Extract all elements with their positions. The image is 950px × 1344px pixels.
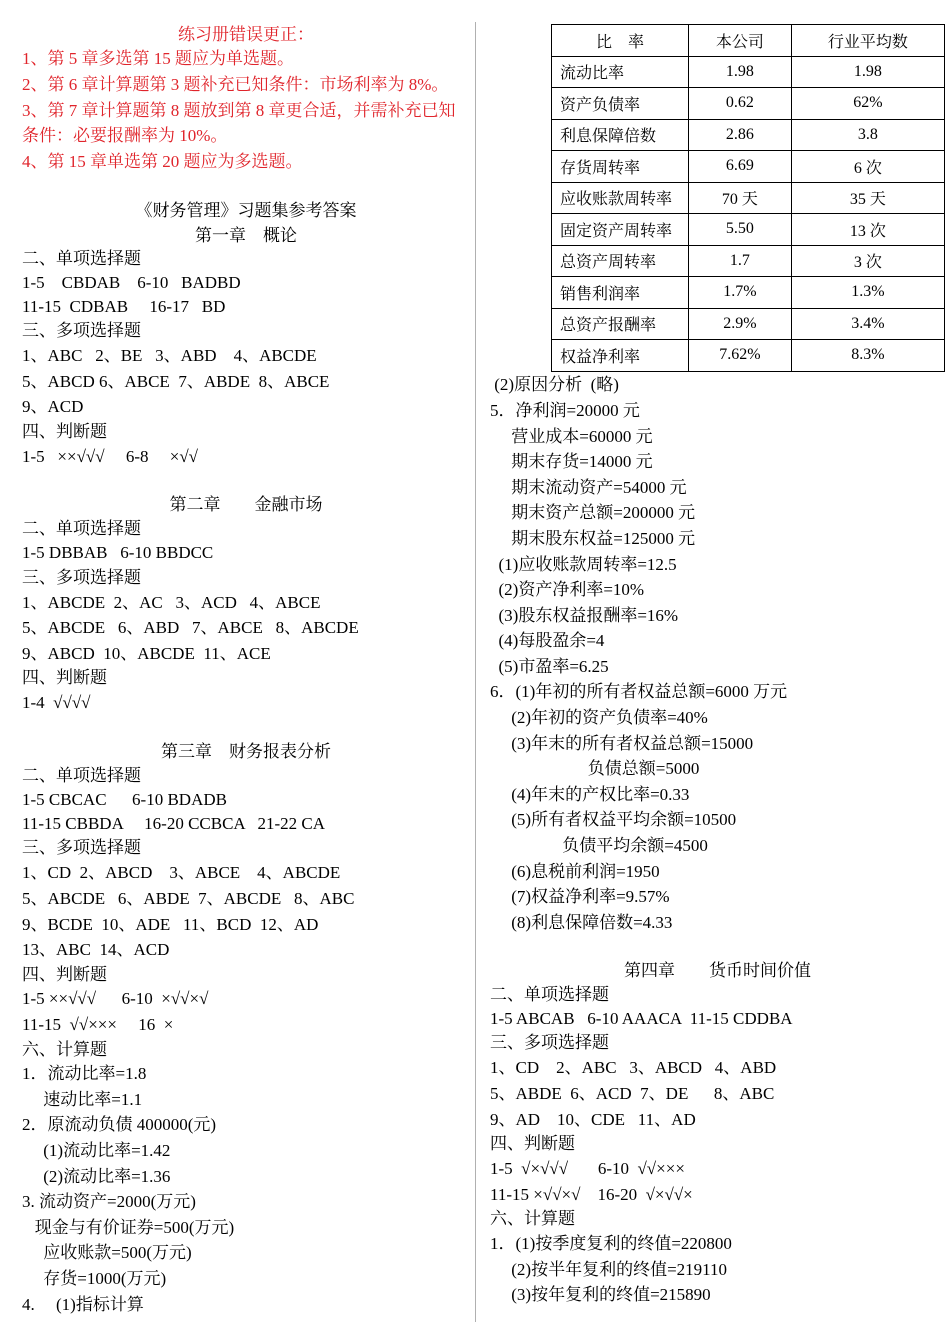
answer-line: 5．净利润=20000 元 <box>490 401 640 420</box>
answer-line: 1-5 ××√√√ 6-8 ×√√ <box>22 447 198 466</box>
answer-line: 营业成本=60000 元 <box>490 427 653 446</box>
cell-company-value: 6.69 <box>689 151 792 183</box>
document-title: 《财务管理》习题集参考答案 <box>135 201 357 220</box>
answer-line: 9、ACD <box>22 397 84 416</box>
cell-industry-value: 1.3% <box>791 277 944 309</box>
cell-company-value: 0.62 <box>689 88 792 120</box>
answer-line: 期末资产总额=200000 元 <box>490 503 696 522</box>
answer-line: 11-15 CDBAB 16-17 BD <box>22 297 226 316</box>
section-heading: 二、单项选择题 <box>490 985 609 1004</box>
table-row <box>552 214 945 246</box>
answer-line: (3)按年复利的终值=215890 <box>490 1285 711 1304</box>
answer-line: (3)股东权益报酬率=16% <box>490 606 679 625</box>
cell-company-value: 2.9% <box>689 308 792 340</box>
cell-company-value: 5.50 <box>689 214 792 246</box>
answer-line: 1．(1)按季度复利的终值=220800 <box>490 1234 732 1253</box>
section-heading: 三、多项选择题 <box>22 321 141 340</box>
cell-company-value: 7.62% <box>689 340 792 372</box>
answer-line: 5、ABCDE 6、ABDE 7、ABCDE 8、ABC <box>22 889 355 908</box>
answer-line: 9、BCDE 10、ADE 11、BCD 12、AD <box>22 915 319 934</box>
cell-ratio-name: 总资产周转率 <box>552 245 689 277</box>
table-row <box>552 119 945 151</box>
answer-line: 5、ABCD 6、ABCE 7、ABDE 8、ABCE <box>22 372 330 391</box>
errata-line: 条件：必要报酬率为 10%。 <box>22 126 228 145</box>
section-heading: 三、多项选择题 <box>22 838 141 857</box>
answer-line: (2)原因分析 (略) <box>490 375 619 394</box>
answer-line: 13、ABC 14、ACD <box>22 940 170 959</box>
ratio-table <box>551 24 945 372</box>
answer-line: 期末股东权益=125000 元 <box>490 529 696 548</box>
answer-line: 期末存货=14000 元 <box>490 452 653 471</box>
cell-industry-value: 1.98 <box>791 56 944 88</box>
table-header-row <box>552 25 945 57</box>
answer-line: 5、ABDE 6、ACD 7、DE 8、ABC <box>490 1084 775 1103</box>
table-row <box>552 182 945 214</box>
table-row <box>552 245 945 277</box>
cell-ratio-name: 权益净利率 <box>552 340 689 372</box>
header-industry-average: 行业平均数 <box>791 25 944 57</box>
section-heading: 三、多项选择题 <box>22 568 141 587</box>
errata-title: 练习册错误更正： <box>178 25 314 44</box>
cell-ratio-name: 利息保障倍数 <box>552 119 689 151</box>
answer-line: 9、ABCD 10、ABCDE 11、ACE <box>22 644 271 663</box>
cell-industry-value: 3.8 <box>791 119 944 151</box>
answer-line: (4)年末的产权比率=0.33 <box>490 785 690 804</box>
cell-company-value: 2.86 <box>689 119 792 151</box>
header-company: 本公司 <box>689 25 792 57</box>
answer-line: 存货=1000(万元) <box>22 1269 167 1288</box>
answer-line: 1．流动比率=1.8 <box>22 1064 147 1083</box>
section-heading: 四、判断题 <box>22 965 107 984</box>
table-row <box>552 308 945 340</box>
answer-line: 应收账款=500(万元) <box>22 1243 192 1262</box>
table-row <box>552 88 945 120</box>
section-heading: 四、判断题 <box>22 422 107 441</box>
section-heading: 二、单项选择题 <box>22 249 141 268</box>
answer-line: 1、CD 2、ABCD 3、ABCE 4、ABCDE <box>22 863 341 882</box>
answer-line: 1、ABC 2、BE 3、ABD 4、ABCDE <box>22 346 317 365</box>
answer-line: 负债平均余额=4500 <box>490 836 708 855</box>
section-heading: 二、单项选择题 <box>22 766 141 785</box>
answer-line: 11-15 ×√√×√ 16-20 √×√√× <box>490 1185 693 1204</box>
cell-company-value: 1.7 <box>689 245 792 277</box>
answer-line: (3)年末的所有者权益总额=15000 <box>490 734 754 753</box>
answer-line: 3. 流动资产=2000(万元) <box>22 1192 196 1211</box>
answer-line: 期末流动资产=54000 元 <box>490 478 687 497</box>
answer-line: (1)应收账款周转率=12.5 <box>490 555 677 574</box>
cell-industry-value: 35 天 <box>791 182 944 214</box>
cell-company-value: 1.7% <box>689 277 792 309</box>
section-heading: 四、判断题 <box>22 668 107 687</box>
cell-company-value: 1.98 <box>689 56 792 88</box>
answer-line: 11-15 √√××× 16 × <box>22 1015 174 1034</box>
errata-line: 4、第 15 章单选第 20 题应为多选题。 <box>22 152 303 171</box>
answer-line: (1)流动比率=1.42 <box>22 1141 171 1160</box>
cell-ratio-name: 固定资产周转率 <box>552 214 689 246</box>
answer-line: 速动比率=1.1 <box>22 1090 143 1109</box>
cell-industry-value: 3.4% <box>791 308 944 340</box>
answer-line: (5)所有者权益平均余额=10500 <box>490 810 737 829</box>
chapter-4-title: 第四章 货币时间价值 <box>624 961 811 980</box>
errata-line: 1、第 5 章多选第 15 题应为单选题。 <box>22 49 294 68</box>
section-heading: 二、单项选择题 <box>22 519 141 538</box>
errata-line: 2、第 6 章计算题第 3 题补充已知条件：市场利率为 8%。 <box>22 75 449 94</box>
chapter-2-title: 第二章 金融市场 <box>169 495 323 514</box>
cell-ratio-name: 资产负债率 <box>552 88 689 120</box>
answer-line: 1-5 CBCAC 6-10 BDADB <box>22 790 227 809</box>
table-row <box>552 56 945 88</box>
answer-line: (2)年初的资产负债率=40% <box>490 708 708 727</box>
answer-line: 1-4 √√√√ <box>22 693 91 712</box>
answer-line: 1-5 ABCAB 6-10 AAACA 11-15 CDDBA <box>490 1009 793 1028</box>
answer-line: (2)资产净利率=10% <box>490 580 645 599</box>
chapter-1-title: 第一章 概论 <box>195 226 297 245</box>
answer-line: 4. (1)指标计算 <box>22 1295 144 1314</box>
section-heading: 三、多项选择题 <box>490 1033 609 1052</box>
table-row <box>552 151 945 183</box>
answer-line: 现金与有价证券=500(万元) <box>22 1218 235 1237</box>
answer-line: (5)市盈率=6.25 <box>490 657 609 676</box>
chapter-3-title: 第三章 财务报表分析 <box>161 742 331 761</box>
table-row <box>552 340 945 372</box>
answer-line: (2)按半年复利的终值=219110 <box>490 1260 728 1279</box>
answer-line: 1、CD 2、ABC 3、ABCD 4、ABD <box>490 1058 777 1077</box>
answer-line: (4)每股盈余=4 <box>490 631 605 650</box>
cell-industry-value: 3 次 <box>791 245 944 277</box>
cell-industry-value: 6 次 <box>791 151 944 183</box>
cell-ratio-name: 流动比率 <box>552 56 689 88</box>
answer-line: 1、ABCDE 2、AC 3、ACD 4、ABCE <box>22 593 321 612</box>
answer-line: 9、AD 10、CDE 11、AD <box>490 1110 696 1129</box>
cell-company-value: 70 天 <box>689 182 792 214</box>
answer-line: 6．(1)年初的所有者权益总额=6000 万元 <box>490 682 788 701</box>
answer-line: 1-5 ××√√√ 6-10 ×√√×√ <box>22 989 209 1008</box>
answer-line: 1-5 CBDAB 6-10 BADBD <box>22 273 241 292</box>
answer-line: (6)息税前利润=1950 <box>490 862 660 881</box>
cell-industry-value: 8.3% <box>791 340 944 372</box>
answer-line: 1-5 DBBAB 6-10 BBDCC <box>22 543 214 562</box>
section-heading: 四、判断题 <box>490 1134 575 1153</box>
cell-industry-value: 62% <box>791 88 944 120</box>
cell-ratio-name: 存货周转率 <box>552 151 689 183</box>
answer-line: (7)权益净利率=9.57% <box>490 887 670 906</box>
cell-industry-value: 13 次 <box>791 214 944 246</box>
answer-line: 2．原流动负债 400000(元) <box>22 1115 217 1134</box>
cell-ratio-name: 销售利润率 <box>552 277 689 309</box>
section-heading: 六、计算题 <box>22 1040 107 1059</box>
header-ratio: 比 率 <box>552 25 689 57</box>
answer-line: 5、ABCDE 6、ABD 7、ABCE 8、ABCDE <box>22 618 359 637</box>
table-row <box>552 277 945 309</box>
errata-line: 3、第 7 章计算题第 8 题放到第 8 章更合适，并需补充已知 <box>22 101 456 120</box>
answer-line: (2)流动比率=1.36 <box>22 1167 171 1186</box>
column-divider <box>475 22 476 1322</box>
section-heading: 六、计算题 <box>490 1209 575 1228</box>
answer-line: (8)利息保障倍数=4.33 <box>490 913 673 932</box>
cell-ratio-name: 应收账款周转率 <box>552 182 689 214</box>
answer-line: 11-15 CBBDA 16-20 CCBCA 21-22 CA <box>22 814 326 833</box>
answer-line: 负债总额=5000 <box>490 759 700 778</box>
cell-ratio-name: 总资产报酬率 <box>552 308 689 340</box>
answer-line: 1-5 √×√√√ 6-10 √√××× <box>490 1159 685 1178</box>
